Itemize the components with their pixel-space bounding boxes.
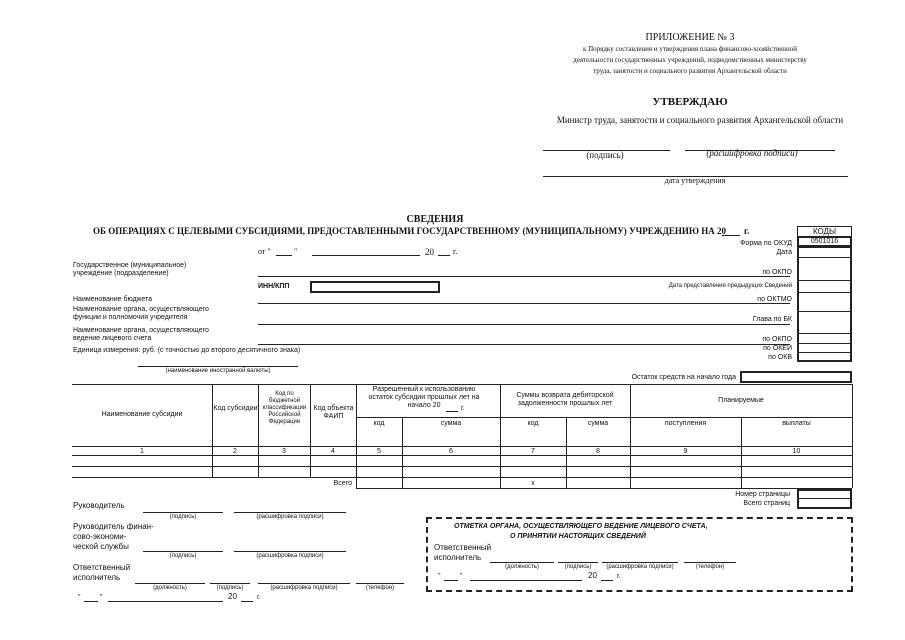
subtitle-year-suffix: г. <box>744 226 750 236</box>
organ-account-label: Наименование органа, осуществляющего ведение лицевого счета <box>73 327 209 343</box>
th-code: Код субсидии <box>213 405 258 412</box>
sign-date-quote-2: " <box>100 594 103 601</box>
currency-line <box>138 366 298 367</box>
th-kod: код <box>373 420 385 427</box>
col-num-3: 3 <box>282 448 286 455</box>
page-num-label: Номер страницы <box>735 491 790 498</box>
appendix-title: ПРИЛОЖЕНИЕ № 3 <box>645 32 735 43</box>
okpo-label-2: по ОКПО <box>762 336 792 343</box>
sign-date-year20: 20 <box>228 592 237 601</box>
th-allowed: Разрешенный к использованию остаток субсидии прошлых лет на начало 20 <box>368 386 480 410</box>
organ-functions-label: Наименование органа, осуществляющего функции и полномочия учредителя <box>73 306 209 322</box>
codes-column <box>797 246 852 362</box>
fin-label-1: Руководитель финан- <box>73 522 154 531</box>
head-sign-caption: (подпись) <box>169 514 197 520</box>
th-planned: Планируемые <box>718 397 764 404</box>
col-num-10: 10 <box>792 448 801 455</box>
approve-title: УТВЕРЖДАЮ <box>652 96 728 108</box>
mark-phone-caption: (телефон) <box>695 564 725 570</box>
budget-line <box>258 303 790 304</box>
mark-title-2: О ПРИНЯТИИ НАСТОЯЩИХ СВЕДЕНИЙ <box>510 533 646 540</box>
exec-label-2: исполнитель <box>73 573 121 582</box>
from-year20: 20 <box>425 247 434 257</box>
th-sum: сумма <box>440 420 462 427</box>
from-month-line <box>312 255 420 256</box>
col-num-8: 8 <box>596 448 600 455</box>
col-num-9: 9 <box>683 448 688 455</box>
col-num-6: 6 <box>449 448 453 455</box>
organ-functions-line <box>258 324 790 325</box>
head-label: Руководитель <box>73 501 125 510</box>
pages-box <box>797 489 852 509</box>
col-num-5: 5 <box>377 448 381 455</box>
appendix-line-3: труда, занятости и социального развития Архангельской области <box>593 67 787 75</box>
institution-line <box>258 276 790 277</box>
fin-sign-caption: (подпись) <box>169 553 197 559</box>
doc-title: СВЕДЕНИЯ <box>406 214 464 225</box>
total-x: х <box>531 480 535 487</box>
col-num-7: 7 <box>531 448 535 455</box>
mark-date-quote-2: " <box>460 573 463 580</box>
subtitle-year-line <box>722 235 740 236</box>
organ-account-line <box>258 344 790 345</box>
mark-exec-1: Ответственный <box>434 543 492 552</box>
unit-label: Единица измерения: руб. (с точностью до второго десятичного знака) <box>73 347 301 354</box>
exec-sign-caption: (подпись) <box>216 585 244 591</box>
mark-date-year20: 20 <box>588 571 597 580</box>
approve-decoding-caption: (расшифровка подписи) <box>706 148 798 158</box>
col-num-2: 2 <box>233 448 237 455</box>
sign-date-g: г. <box>257 594 261 601</box>
mark-date-quote-1: " <box>438 573 441 580</box>
exec-decode-caption: (расшифровка подписи) <box>270 585 338 591</box>
institution-label: Государственное (муниципальное) учреждение (подразделение) <box>73 262 187 278</box>
total-pages-label: Всего страниц <box>743 500 790 507</box>
inn-label: ИНН/КПП <box>258 283 290 290</box>
doc-subtitle: ОБ ОПЕРАЦИЯХ С ЦЕЛЕВЫМИ СУБСИДИЯМИ, ПРЕДОСТАВЛЕННЫМИ ГОСУДАРСТВЕННОМУ (МУНИЦИПАЛЬНОМУ) УЧРЕЖДЕНИЮ НА 20 <box>93 226 726 236</box>
glava-label: Глава по БК <box>752 316 792 323</box>
appendix-line-1: к Порядку составления и утверждения плана финансово-хозяйственной <box>582 45 798 53</box>
head-decode-caption: (расшифровка подписи) <box>256 514 324 520</box>
exec-label-1: Ответственный <box>73 563 131 572</box>
approve-signature-caption: (подпись) <box>586 150 624 160</box>
codes-title: КОДЫ <box>812 227 837 236</box>
th-income: поступления <box>664 420 707 427</box>
from-year-line <box>438 255 450 256</box>
total-label: Всего <box>333 480 352 487</box>
exec-phone-caption: (телефон) <box>365 585 395 591</box>
th-kod-2: код <box>527 420 539 427</box>
th-faip: Код объекта ФАИП <box>313 405 354 421</box>
fin-label-3: ческой службы <box>73 542 129 551</box>
prev-date-label: Дата представления предыдущих Сведений <box>668 283 792 289</box>
approve-minister: Министр труда, занятости и социального развития Архангельской области <box>556 115 844 125</box>
appendix-line-2: деятельности государственных учреждений, подведомственных министерству <box>573 56 807 64</box>
fin-label-2: сово-экономи- <box>73 532 127 541</box>
mark-date-g: г. <box>617 573 621 580</box>
okv-label: по ОКВ <box>768 354 792 361</box>
th-sum-2: сумма <box>587 420 609 427</box>
okud-label: Форма по ОКУД <box>740 240 792 247</box>
balance-label: Остаток средств на начало года <box>631 374 736 381</box>
sign-date-quote-1: " <box>78 594 81 601</box>
mark-sign-caption: (подпись) <box>564 564 592 570</box>
exec-position-caption: (должность) <box>153 585 187 591</box>
inn-input[interactable] <box>310 281 440 293</box>
fin-decode-caption: (расшифровка подписи) <box>256 553 324 559</box>
okud-value: 0501016 <box>810 238 839 245</box>
mark-decode-caption: (расшифровка подписи) <box>606 564 674 570</box>
from-g: г. <box>453 247 458 256</box>
th-allowed-g: г. <box>461 405 465 412</box>
approve-date-caption: дата утверждения <box>664 176 726 185</box>
okpo-label-1: по ОКПО <box>762 269 792 276</box>
col-num-4: 4 <box>331 448 335 455</box>
th-return: Суммы возврата дебиторской задолженности прошлых лет <box>516 392 614 408</box>
th-name: Наименование субсидии <box>101 411 183 418</box>
from-quote: " <box>294 247 298 256</box>
mark-position-caption: (должность) <box>505 564 539 570</box>
from-day-line <box>276 255 292 256</box>
mark-title-1: ОТМЕТКА ОРГАНА, ОСУЩЕСТВЛЯЮЩЕГО ВЕДЕНИЕ ЛИЦЕВОГО СЧЕТА, <box>454 523 708 530</box>
currency-caption: (наименование иностранной валюты) <box>165 368 271 374</box>
okei-label: по ОКЕИ <box>763 345 792 352</box>
date-label: Дата <box>776 249 792 256</box>
th-payments: выплаты <box>782 420 811 427</box>
budget-label: Наименование бюджета <box>73 296 153 303</box>
mark-exec-2: исполнитель <box>434 553 482 562</box>
from-label: от " <box>258 247 271 256</box>
oktmo-label: по ОКТМО <box>757 296 792 303</box>
balance-input[interactable] <box>740 371 852 383</box>
th-bk: Код по бюджетной классификации Российской Федерации <box>262 391 307 425</box>
col-num-1: 1 <box>140 448 144 455</box>
